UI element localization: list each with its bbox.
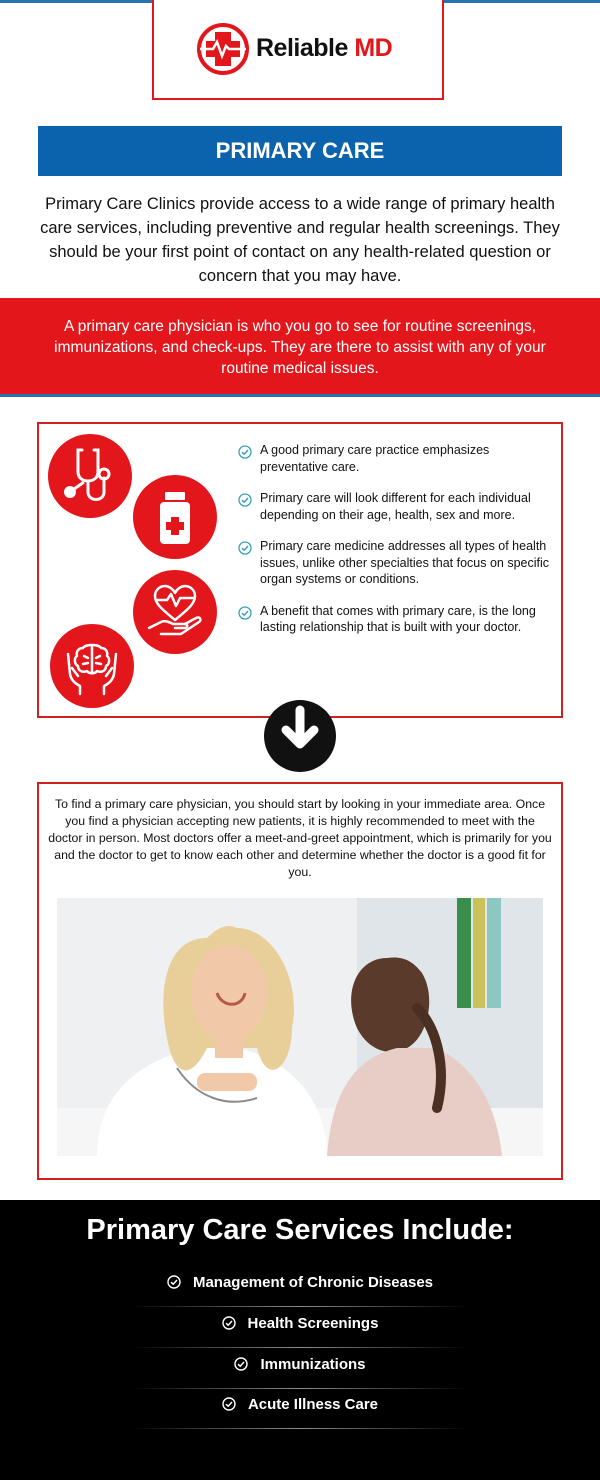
list-item: Primary care will look different for each individual depending on their age, health, sex and more.	[238, 490, 558, 523]
list-item: A benefit that comes with primary care, is the long lasting relationship that is built with your doctor.	[238, 603, 558, 636]
list-item: A good primary care practice emphasizes preventative care.	[238, 442, 558, 475]
list-item: Primary care medicine addresses all types of health issues, unlike other specialties that focus on specific organ systems or conditions.	[238, 538, 558, 588]
down-arrow-icon	[264, 700, 336, 772]
service-item: Management of Chronic Diseases	[130, 1268, 470, 1309]
divider	[130, 1347, 470, 1348]
medicine-bottle-icon	[133, 475, 217, 559]
check-circle-icon	[222, 1316, 236, 1330]
check-circle-icon	[238, 445, 252, 459]
divider	[130, 1388, 470, 1389]
service-item: Health Screenings	[130, 1309, 470, 1350]
check-circle-icon	[167, 1275, 181, 1289]
divider	[130, 1306, 470, 1307]
heart-in-hand-icon	[133, 570, 217, 654]
service-item: Immunizations	[130, 1350, 470, 1391]
page-title: PRIMARY CARE	[38, 126, 562, 176]
service-item: Acute Illness Care	[130, 1390, 470, 1431]
banner-underline	[0, 394, 600, 397]
logo-wordmark: Reliable MD	[256, 34, 393, 62]
brain-in-hands-icon	[50, 624, 134, 708]
doctor-consultation-photo	[57, 898, 543, 1156]
divider	[130, 1428, 470, 1429]
check-circle-icon	[238, 541, 252, 555]
check-circle-icon	[238, 606, 252, 620]
stethoscope-icon	[48, 434, 132, 518]
benefits-list	[238, 442, 558, 651]
check-circle-icon	[222, 1397, 236, 1411]
check-circle-icon	[238, 493, 252, 507]
intro-paragraph: Primary Care Clinics provide access to a wide range of primary health care services, including preventive and regular health screenings. They should be your first point of contact on any health-related question or concern that you may have.	[40, 195, 560, 285]
services-title: Primary Care Services Include:	[86, 1214, 514, 1246]
logo-frame	[152, 0, 444, 100]
medical-cross-logo-icon	[196, 22, 250, 76]
physician-banner: A primary care physician is who you go to see for routine screenings, immunizations, and check-ups. They are there to assist with any of your routine medical issues.	[0, 298, 600, 394]
check-circle-icon	[234, 1357, 248, 1371]
find-physician-text: To find a primary care physician, you should start by looking in your immediate area. Once you find a physician accepting new patients, it is highly recommended to meet with the doctor in person. Most doctors offer a meet-and-greet appointment, which is primarily for you and the doctor to get to know each other and determine whether the doctor is a good fit for you.	[48, 797, 552, 879]
